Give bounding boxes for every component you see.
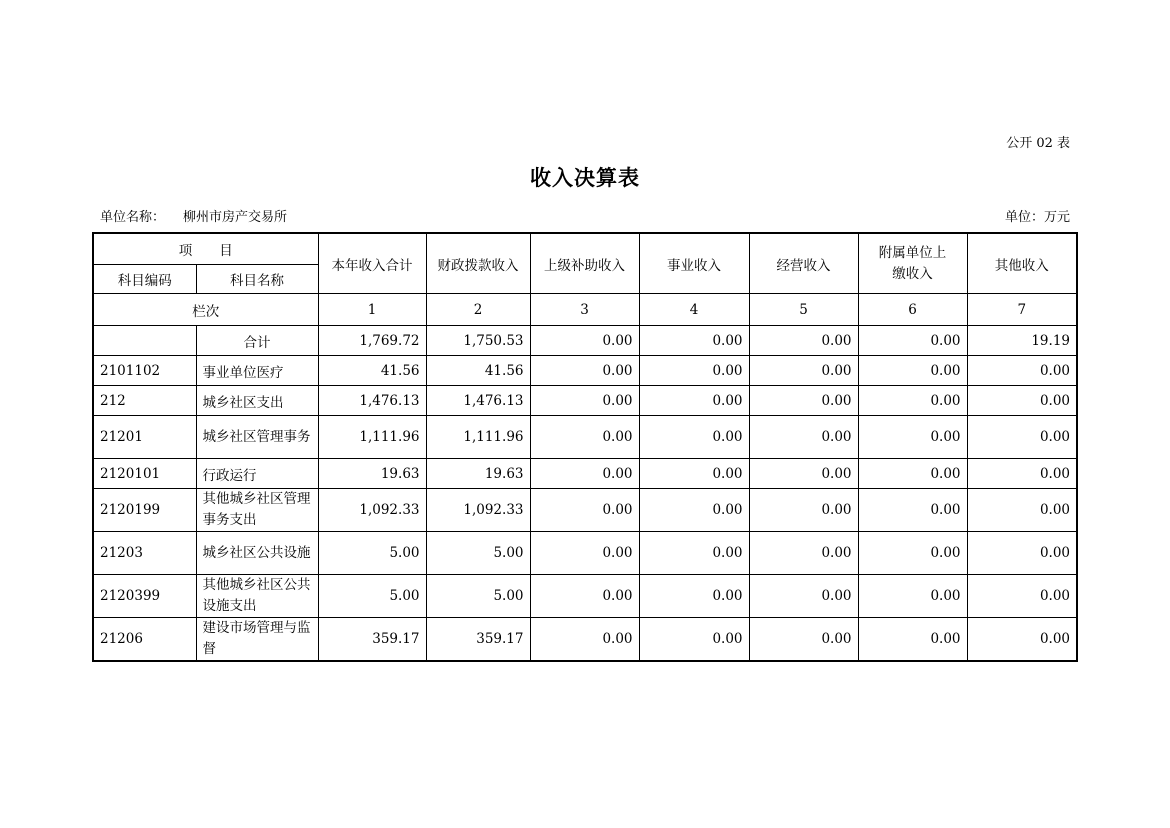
row-value: 0.00 xyxy=(858,416,967,459)
row-value: 41.56 xyxy=(318,356,426,386)
col-number: 1 xyxy=(318,294,426,326)
col-number: 6 xyxy=(858,294,967,326)
col-number: 7 xyxy=(967,294,1077,326)
row-code: 2120101 xyxy=(93,459,196,489)
row-value: 0.00 xyxy=(530,575,639,618)
row-name: 城乡社区公共设施 xyxy=(196,532,318,575)
row-value: 0.00 xyxy=(749,618,858,662)
row-value: 41.56 xyxy=(426,356,530,386)
col-header: 事业收入 xyxy=(639,233,749,294)
row-value: 0.00 xyxy=(858,575,967,618)
row-name: 其他城乡社区管理事务支出 xyxy=(196,489,318,532)
col-header: 本年收入合计 xyxy=(318,233,426,294)
row-name: 建设市场管理与监督 xyxy=(196,618,318,662)
row-name: 事业单位医疗 xyxy=(196,356,318,386)
table-row xyxy=(93,532,1077,575)
row-value: 359.17 xyxy=(318,618,426,662)
row-value: 0.00 xyxy=(749,386,858,416)
row-value: 1,769.72 xyxy=(318,326,426,356)
row-value: 0.00 xyxy=(530,386,639,416)
row-value: 0.00 xyxy=(858,489,967,532)
col-header: 上级补助收入 xyxy=(530,233,639,294)
row-value: 0.00 xyxy=(967,618,1077,662)
code-header: 科目编码 xyxy=(93,265,196,294)
row-value: 0.00 xyxy=(639,459,749,489)
row-value: 1,111.96 xyxy=(318,416,426,459)
income-table xyxy=(92,232,1078,662)
row-name: 城乡社区支出 xyxy=(196,386,318,416)
row-code xyxy=(93,326,196,356)
row-value: 1,476.13 xyxy=(426,386,530,416)
row-value: 0.00 xyxy=(749,416,858,459)
row-value: 5.00 xyxy=(318,532,426,575)
row-value: 1,476.13 xyxy=(318,386,426,416)
row-value: 0.00 xyxy=(858,356,967,386)
row-value: 0.00 xyxy=(639,618,749,662)
table-row xyxy=(93,416,1077,459)
row-value: 1,750.53 xyxy=(426,326,530,356)
unit-name-label: 单位名称： xyxy=(100,210,166,225)
row-value: 5.00 xyxy=(426,532,530,575)
table-row xyxy=(93,618,1077,662)
row-code: 21201 xyxy=(93,416,196,459)
row-value: 0.00 xyxy=(858,459,967,489)
col-header: 经营收入 xyxy=(749,233,858,294)
row-value: 19.63 xyxy=(426,459,530,489)
col-number: 4 xyxy=(639,294,749,326)
col-number: 3 xyxy=(530,294,639,326)
row-value: 0.00 xyxy=(967,416,1077,459)
row-value: 0.00 xyxy=(967,489,1077,532)
table-row xyxy=(93,356,1077,386)
page-title: 收入决算表 xyxy=(530,165,640,190)
unit-name-line xyxy=(100,206,287,225)
row-value: 0.00 xyxy=(749,356,858,386)
row-value: 0.00 xyxy=(530,356,639,386)
col-header: 财政拨款收入 xyxy=(426,233,530,294)
row-value: 0.00 xyxy=(639,416,749,459)
row-value: 0.00 xyxy=(749,532,858,575)
table-row xyxy=(93,489,1077,532)
row-value: 0.00 xyxy=(530,416,639,459)
form-number: 公开 02 表 xyxy=(1006,136,1070,151)
row-value: 0.00 xyxy=(639,532,749,575)
row-value: 0.00 xyxy=(749,575,858,618)
row-value: 1,092.33 xyxy=(426,489,530,532)
row-value: 0.00 xyxy=(749,489,858,532)
row-value: 0.00 xyxy=(967,386,1077,416)
row-value: 0.00 xyxy=(749,459,858,489)
row-value: 0.00 xyxy=(639,575,749,618)
row-code: 2120199 xyxy=(93,489,196,532)
row-value: 0.00 xyxy=(858,532,967,575)
table-row xyxy=(93,326,1077,356)
row-value: 0.00 xyxy=(967,575,1077,618)
row-value: 0.00 xyxy=(530,489,639,532)
row-value: 0.00 xyxy=(530,326,639,356)
row-name: 城乡社区管理事务 xyxy=(196,416,318,459)
row-code: 2101102 xyxy=(93,356,196,386)
table-row xyxy=(93,386,1077,416)
table-row xyxy=(93,459,1077,489)
row-index-header: 栏次 xyxy=(93,294,318,326)
row-value: 359.17 xyxy=(426,618,530,662)
row-value: 0.00 xyxy=(967,532,1077,575)
col-header: 附属单位上缴收入 xyxy=(858,233,967,294)
row-value: 0.00 xyxy=(639,386,749,416)
currency-unit: 单位：万元 xyxy=(1004,210,1070,225)
col-number: 2 xyxy=(426,294,530,326)
row-value: 0.00 xyxy=(639,326,749,356)
row-value: 0.00 xyxy=(530,532,639,575)
row-value: 1,092.33 xyxy=(318,489,426,532)
project-header: 项 目 xyxy=(93,233,318,265)
row-name: 合计 xyxy=(196,326,318,356)
row-value: 0.00 xyxy=(530,459,639,489)
row-value: 0.00 xyxy=(967,459,1077,489)
col-header: 其他收入 xyxy=(967,233,1077,294)
row-value: 0.00 xyxy=(967,356,1077,386)
unit-name-value: 柳州市房产交易所 xyxy=(183,210,288,225)
row-value: 0.00 xyxy=(858,326,967,356)
name-header: 科目名称 xyxy=(196,265,318,294)
row-code: 2120399 xyxy=(93,575,196,618)
row-code: 21203 xyxy=(93,532,196,575)
row-value: 0.00 xyxy=(749,326,858,356)
row-value: 5.00 xyxy=(318,575,426,618)
row-value: 1,111.96 xyxy=(426,416,530,459)
row-value: 0.00 xyxy=(858,618,967,662)
row-name: 其他城乡社区公共设施支出 xyxy=(196,575,318,618)
row-value: 19.63 xyxy=(318,459,426,489)
row-value: 0.00 xyxy=(530,618,639,662)
row-code: 21206 xyxy=(93,618,196,662)
row-code: 212 xyxy=(93,386,196,416)
row-value: 0.00 xyxy=(858,386,967,416)
col-number: 5 xyxy=(749,294,858,326)
row-value: 5.00 xyxy=(426,575,530,618)
row-value: 0.00 xyxy=(639,489,749,532)
row-value: 19.19 xyxy=(967,326,1077,356)
row-name: 行政运行 xyxy=(196,459,318,489)
row-value: 0.00 xyxy=(639,356,749,386)
table-row xyxy=(93,575,1077,618)
